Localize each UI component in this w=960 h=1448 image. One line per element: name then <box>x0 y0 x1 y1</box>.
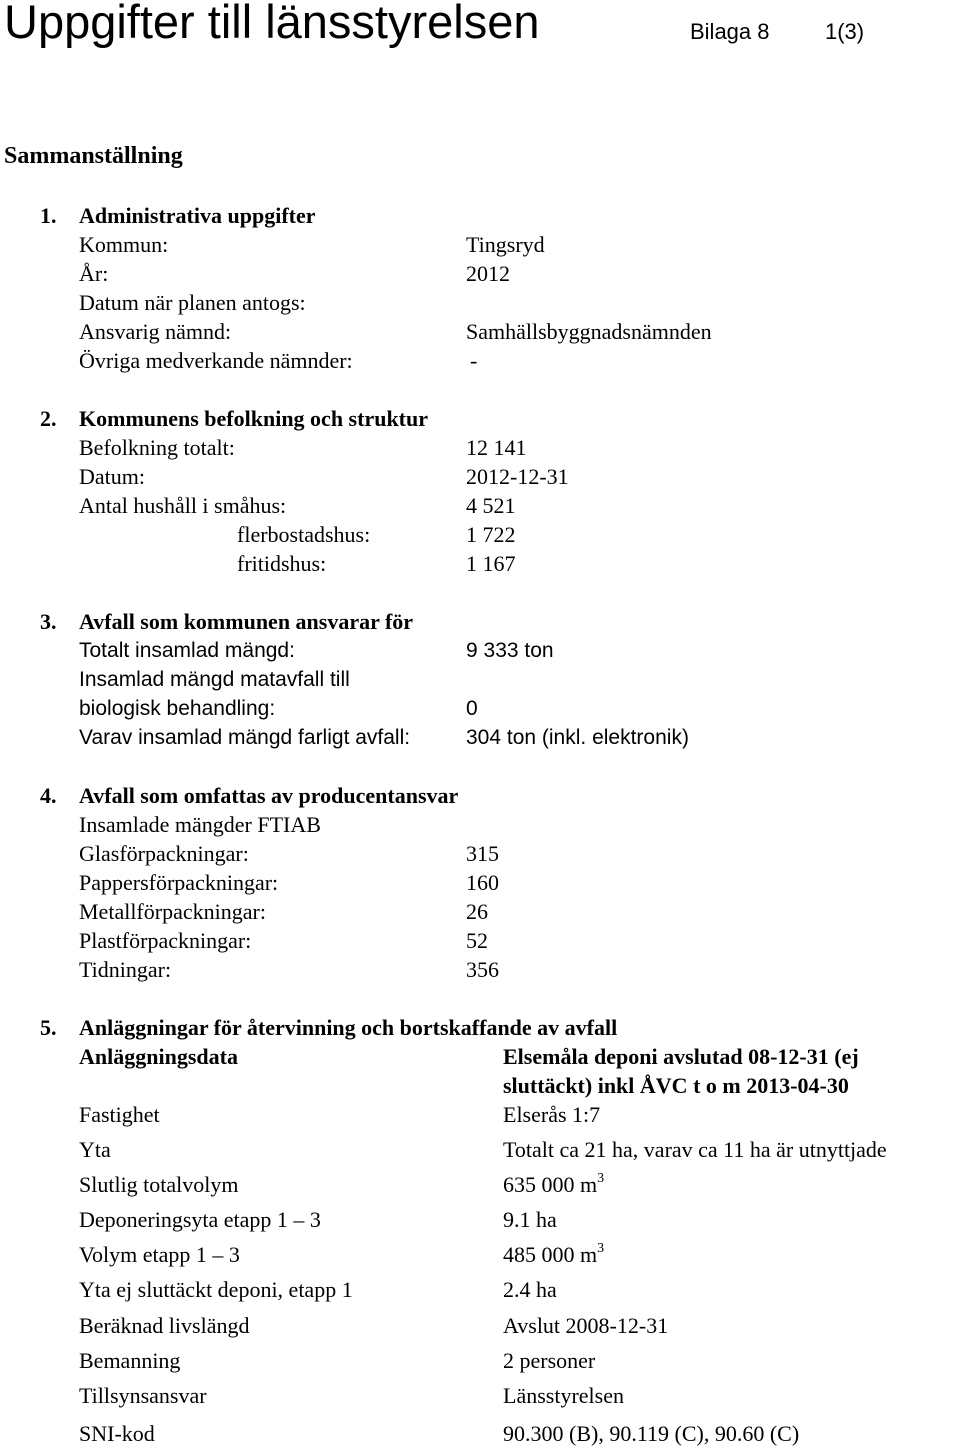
superscript: 3 <box>597 1240 605 1256</box>
page-number: 1(3) <box>825 19 865 44</box>
section4-label: Plastförpackningar: <box>79 928 252 953</box>
section5-value: 9.1 ha <box>503 1207 557 1232</box>
section5-label: Tillsynsansvar <box>79 1383 207 1408</box>
section1-label: Övriga medverkande nämnder: <box>79 348 353 373</box>
section5-value: Länsstyrelsen <box>503 1383 624 1408</box>
section1-label: Datum när planen antogs: <box>79 290 306 315</box>
section4-value: 26 <box>466 899 488 924</box>
section1-number: 1. <box>40 203 57 228</box>
section3-label: biologisk behandling: <box>79 697 276 720</box>
section1-label: Ansvarig nämnd: <box>79 319 232 344</box>
section3-value: 9 333 ton <box>466 639 554 662</box>
section4-value: 315 <box>466 841 499 866</box>
section3-number: 3. <box>40 609 57 634</box>
section5-label: Yta <box>79 1137 111 1162</box>
section5-value: Elserås 1:7 <box>503 1102 601 1127</box>
section2-label: Datum: <box>79 464 145 489</box>
section2-value: 1 167 <box>466 551 516 576</box>
page-title: Uppgifter till länsstyrelsen <box>4 0 540 48</box>
section4-number: 4. <box>40 783 57 808</box>
section5-value: Avslut 2008-12-31 <box>503 1313 669 1338</box>
section5-label: SNI-kod <box>79 1421 155 1446</box>
section5-label: Deponeringsyta etapp 1 – 3 <box>79 1207 321 1232</box>
section1-label: Kommun: <box>79 232 169 257</box>
section5-value: 2.4 ha <box>503 1277 557 1302</box>
section1-value: 2012 <box>466 261 510 286</box>
section2-label: Antal hushåll i småhus: <box>79 493 287 518</box>
section5-number: 5. <box>40 1015 57 1040</box>
section5-label: Fastighet <box>79 1102 160 1127</box>
section4-label: Glasförpackningar: <box>79 841 249 866</box>
section5-label: Yta ej sluttäckt deponi, etapp 1 <box>79 1277 353 1302</box>
section5-value <box>503 1241 604 1269</box>
section5-value-text: 485 000 m <box>503 1242 598 1267</box>
section5-value <box>503 1171 604 1199</box>
section3-label: Varav insamlad mängd farligt avfall: <box>79 726 411 749</box>
section2-label: Befolkning totalt: <box>79 435 235 460</box>
section5-heading: Anläggningar för återvinning och bortskaffande av avfall <box>79 1015 618 1040</box>
section1-heading: Administrativa uppgifter <box>79 203 316 228</box>
section2-value: 12 141 <box>466 435 527 460</box>
section5-label: Slutlig totalvolym <box>79 1172 239 1197</box>
section1-value: - <box>470 348 478 373</box>
section5-value: Totalt ca 21 ha, varav ca 11 ha är utnyttjade <box>503 1137 887 1162</box>
section4-heading: Avfall som omfattas av producentansvar <box>79 783 459 808</box>
section1-value: Tingsryd <box>466 232 545 257</box>
section2-value: 4 521 <box>466 493 516 518</box>
section2-label: fritidshus: <box>237 551 327 576</box>
section2-heading: Kommunens befolkning och struktur <box>79 406 429 431</box>
section5-value: 2 personer <box>503 1348 596 1373</box>
section4-value: 160 <box>466 870 499 895</box>
section5-label: Volym etapp 1 – 3 <box>79 1242 240 1267</box>
section4-value: 356 <box>466 957 499 982</box>
section4-value: 52 <box>466 928 488 953</box>
section1-value: Samhällsbyggnadsnämnden <box>466 319 712 344</box>
section2-label: flerbostadshus: <box>237 522 371 547</box>
summary-heading: Sammanställning <box>4 143 183 169</box>
section2-value: 1 722 <box>466 522 516 547</box>
section4-label: Metallförpackningar: <box>79 899 266 924</box>
section4-subheading: Insamlade mängder FTIAB <box>79 812 321 837</box>
section5-column-label: Anläggningsdata <box>79 1044 238 1069</box>
section4-label: Tidningar: <box>79 957 172 982</box>
section3-value: 0 <box>466 697 478 720</box>
section5-value-text: 635 000 m <box>503 1172 598 1197</box>
appendix-label: Bilaga 8 <box>690 19 770 44</box>
section1-label: År: <box>79 261 109 286</box>
superscript: 3 <box>597 1170 605 1186</box>
section3-label: Insamlad mängd matavfall till <box>79 668 350 691</box>
section4-label: Pappersförpackningar: <box>79 870 279 895</box>
section5-column-value: sluttäckt) inkl ÅVC t o m 2013-04-30 <box>503 1073 849 1098</box>
section2-value: 2012-12-31 <box>466 464 569 489</box>
section3-label: Totalt insamlad mängd: <box>79 639 295 662</box>
section3-heading: Avfall som kommunen ansvarar för <box>79 609 414 634</box>
section5-column-value: Elsemåla deponi avslutad 08-12-31 (ej <box>503 1044 859 1069</box>
section5-label: Bemanning <box>79 1348 181 1373</box>
section3-value: 304 ton (inkl. elektronik) <box>466 726 689 749</box>
section2-number: 2. <box>40 406 57 431</box>
section5-label: Beräknad livslängd <box>79 1313 250 1338</box>
section5-value: 90.300 (B), 90.119 (C), 90.60 (C) <box>503 1421 800 1446</box>
